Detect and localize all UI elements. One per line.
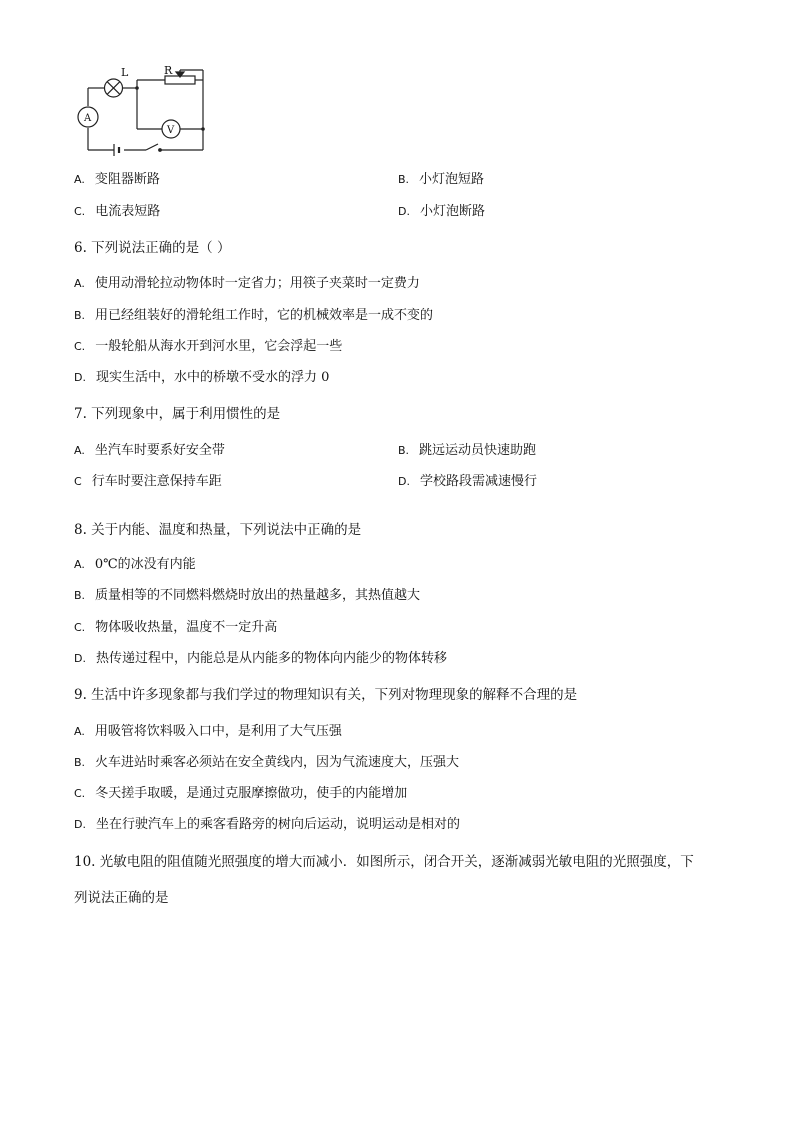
q6-option-a: A. 使用动滑轮拉动物体时一定省力；用筷子夹菜时一定费力 — [74, 276, 420, 291]
q7-stem: 7. 下列现象中，属于利用惯性的是 — [74, 406, 281, 422]
battery-icon — [114, 144, 119, 156]
q8-option-a: A. 0℃的冰没有内能 — [74, 557, 196, 572]
q8-stem: 8. 关于内能、温度和热量，下列说法中正确的是 — [74, 522, 362, 538]
q7-option-c: C 行车时要注意保持车距 — [74, 474, 222, 489]
q9-option-c: C. 冬天搓手取暖，是通过克服摩擦做功，使手的内能增加 — [74, 786, 408, 801]
q10-stem-line2: 列说法正确的是 — [74, 890, 169, 906]
q9-option-b: B. 火车进站时乘客必须站在安全黄线内，因为气流速度大，压强大 — [74, 755, 460, 770]
q7-option-a: A. 坐汽车时要系好安全带 — [74, 443, 225, 458]
q9-stem: 9. 生活中许多现象都与我们学过的物理知识有关，下列对物理现象的解释不合理的是 — [74, 687, 578, 703]
q6-stem: 6. 下列说法正确的是（ ） — [74, 240, 231, 256]
q10-stem-line1: 10. 光敏电阻的阻值随光照强度的增大而减小．如图所示，闭合开关，逐渐减弱光敏电阻的光照强度，下 — [74, 854, 694, 870]
q7-option-d: D. 学校路段需减速慢行 — [398, 474, 537, 489]
q9-option-d: D. 坐在行驶汽车上的乘客看路旁的树向后运动，说明运动是相对的 — [74, 817, 460, 832]
q8-option-b: B. 质量相等的不同燃料燃烧时放出的热量越多，其热值越大 — [74, 588, 421, 603]
q6-option-d: D. 现实生活中，水中的桥墩不受水的浮力 0 — [74, 370, 330, 385]
q5-option-d: D. 小灯泡断路 — [398, 204, 485, 219]
q9-option-a: A. 用吸管将饮料吸入口中，是利用了大气压强 — [74, 724, 342, 739]
rheostat-label: R — [164, 64, 173, 77]
switch-icon — [146, 144, 161, 151]
q6-option-b: B. 用已经组装好的滑轮组工作时，它的机械效率是一成不变的 — [74, 308, 434, 323]
q5-option-a: A. 变阻器断路 — [74, 172, 160, 187]
q8-option-d: D. 热传递过程中，内能总是从内能多的物体向内能少的物体转移 — [74, 651, 447, 666]
ammeter-label: A — [84, 113, 92, 124]
q8-option-c: C. 物体吸收热量，温度不一定升高 — [74, 620, 278, 635]
q5-option-c: C. 电流表短路 — [74, 204, 161, 219]
circuit-diagram — [70, 62, 216, 162]
q5-option-b: B. 小灯泡短路 — [398, 172, 485, 187]
q7-option-b: B. 跳远运动员快速助跑 — [398, 443, 537, 458]
lamp-icon — [105, 79, 123, 97]
voltmeter-label: V — [167, 125, 175, 136]
q6-option-c: C. 一般轮船从海水开到河水里，它会浮起一些 — [74, 339, 343, 354]
lamp-label: L — [121, 66, 129, 79]
